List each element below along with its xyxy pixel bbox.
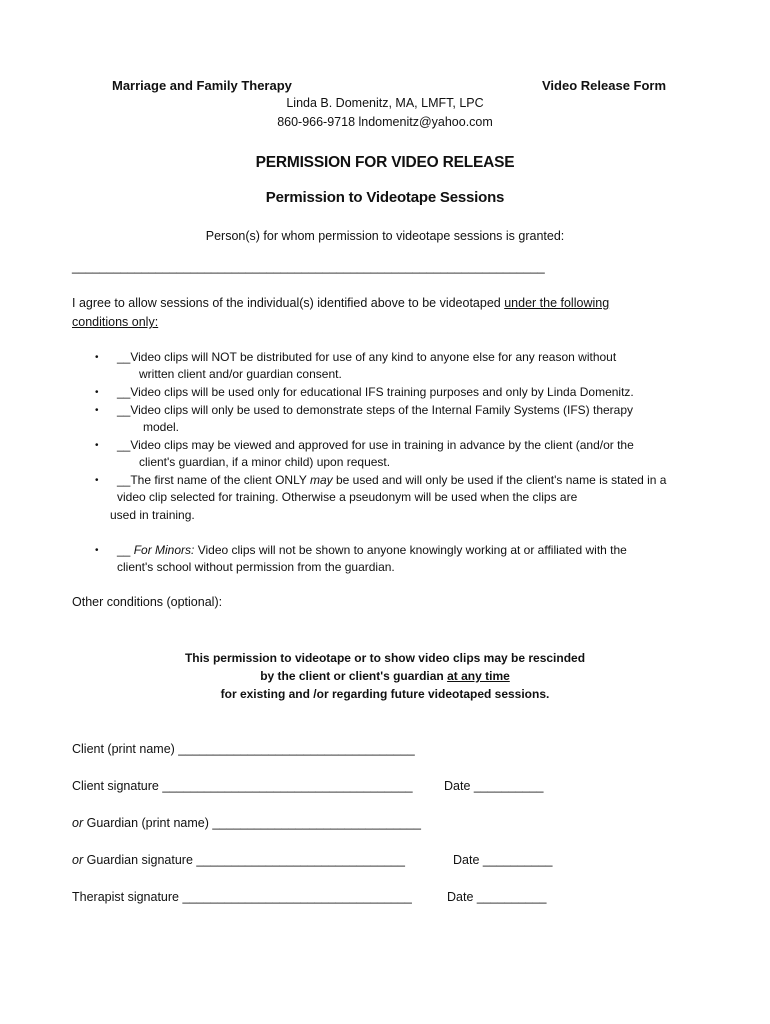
client-signature-field[interactable]: Client signature ____________________________________ bbox=[72, 779, 413, 793]
condition-1[interactable]: __Video clips will NOT be distributed for use of any kind to anyone else for any reason without bbox=[117, 350, 617, 364]
guardian-signature-field[interactable] bbox=[72, 853, 444, 867]
agreement-line-2: conditions only: bbox=[72, 315, 159, 329]
therapist-name: Linda B. Domenitz, MA, LMFT, LPC bbox=[286, 96, 484, 110]
rescind-text: by the client or client's guardian bbox=[260, 669, 448, 683]
condition-5-text-a: __The first name of the client ONLY bbox=[117, 473, 310, 487]
condition-5-emphasis: may bbox=[309, 473, 333, 487]
guardian-sig-or-label: or bbox=[72, 853, 84, 867]
condition-6[interactable] bbox=[117, 543, 627, 557]
condition-3[interactable]: __Video clips will only be used to demonstrate steps of the Internal Family Systems (IFS) therapy bbox=[117, 403, 634, 417]
sub-title: Permission to Videotape Sessions bbox=[265, 189, 505, 206]
condition-2[interactable]: __Video clips will be used only for educational IFS training purposes and only by Linda Domenitz. bbox=[117, 385, 634, 399]
agreement-underlined: under the following bbox=[504, 296, 610, 310]
persons-label: Person(s) for whom permission to videotape sessions is granted: bbox=[205, 229, 565, 243]
rescind-line-2 bbox=[0, 669, 770, 683]
condition-6-text-b: Video clips will not be shown to anyone knowingly working at or affiliated with the bbox=[194, 543, 627, 557]
bullet-4: • bbox=[95, 440, 99, 451]
condition-6-emphasis: For Minors: bbox=[133, 543, 195, 557]
condition-5[interactable] bbox=[117, 473, 666, 487]
condition-5-cont: video clip selected for training. Otherwise a pseudonym will be used when the clips are bbox=[117, 490, 578, 504]
rescind-line-1: This permission to videotape or to show video clips may be rescinded bbox=[184, 651, 586, 665]
other-conditions-label: Other conditions (optional): bbox=[72, 595, 223, 609]
condition-5-cont-2: used in training. bbox=[110, 508, 195, 522]
condition-6-text-a: __ bbox=[117, 543, 134, 557]
condition-4-cont: client's guardian, if a minor child) upon request. bbox=[139, 455, 391, 469]
rescind-any-time: at any time bbox=[447, 669, 510, 683]
form-title: Video Release Form bbox=[542, 78, 667, 93]
bullet-1: • bbox=[95, 352, 99, 363]
contact-info: 860-966-9718 lndomenitz@yahoo.com bbox=[277, 115, 493, 129]
guardian-print-name-field[interactable] bbox=[72, 816, 452, 830]
bullet-6: • bbox=[95, 545, 99, 556]
guardian-print-label: Guardian (print name) ______________________________ bbox=[83, 816, 421, 830]
bullet-3: • bbox=[95, 405, 99, 416]
persons-blank-line[interactable]: ____________________________________________________________________ bbox=[72, 260, 545, 274]
therapist-date-field[interactable]: Date __________ bbox=[447, 890, 547, 904]
guardian-date-field[interactable]: Date __________ bbox=[453, 853, 553, 867]
condition-1-cont: written client and/or guardian consent. bbox=[139, 367, 342, 381]
agreement-text: I agree to allow sessions of the individual(s) identified above to be videotaped bbox=[72, 296, 505, 310]
client-date-field[interactable]: Date __________ bbox=[444, 779, 544, 793]
bullet-2: • bbox=[95, 387, 99, 398]
agreement-line-1 bbox=[72, 296, 609, 310]
guardian-or-label: or bbox=[72, 816, 84, 830]
condition-3-cont: model. bbox=[143, 420, 180, 434]
practice-title: Marriage and Family Therapy bbox=[112, 78, 292, 93]
main-title: PERMISSION FOR VIDEO RELEASE bbox=[255, 154, 515, 171]
bullet-5: • bbox=[95, 475, 99, 486]
condition-4[interactable]: __Video clips may be viewed and approved for use in training in advance by the client (and/or the bbox=[117, 438, 634, 452]
condition-5-text-b: be used and will only be used if the client's name is stated in a bbox=[332, 473, 667, 487]
condition-6-cont: client's school without permission from the guardian. bbox=[117, 560, 395, 574]
rescind-line-3: for existing and /or regarding future videotaped sessions. bbox=[220, 687, 550, 701]
client-print-name-field[interactable]: Client (print name) __________________________________ bbox=[72, 742, 415, 756]
guardian-sig-label: Guardian signature ______________________________ bbox=[83, 853, 405, 867]
therapist-signature-field[interactable]: Therapist signature _________________________________ bbox=[72, 890, 412, 904]
